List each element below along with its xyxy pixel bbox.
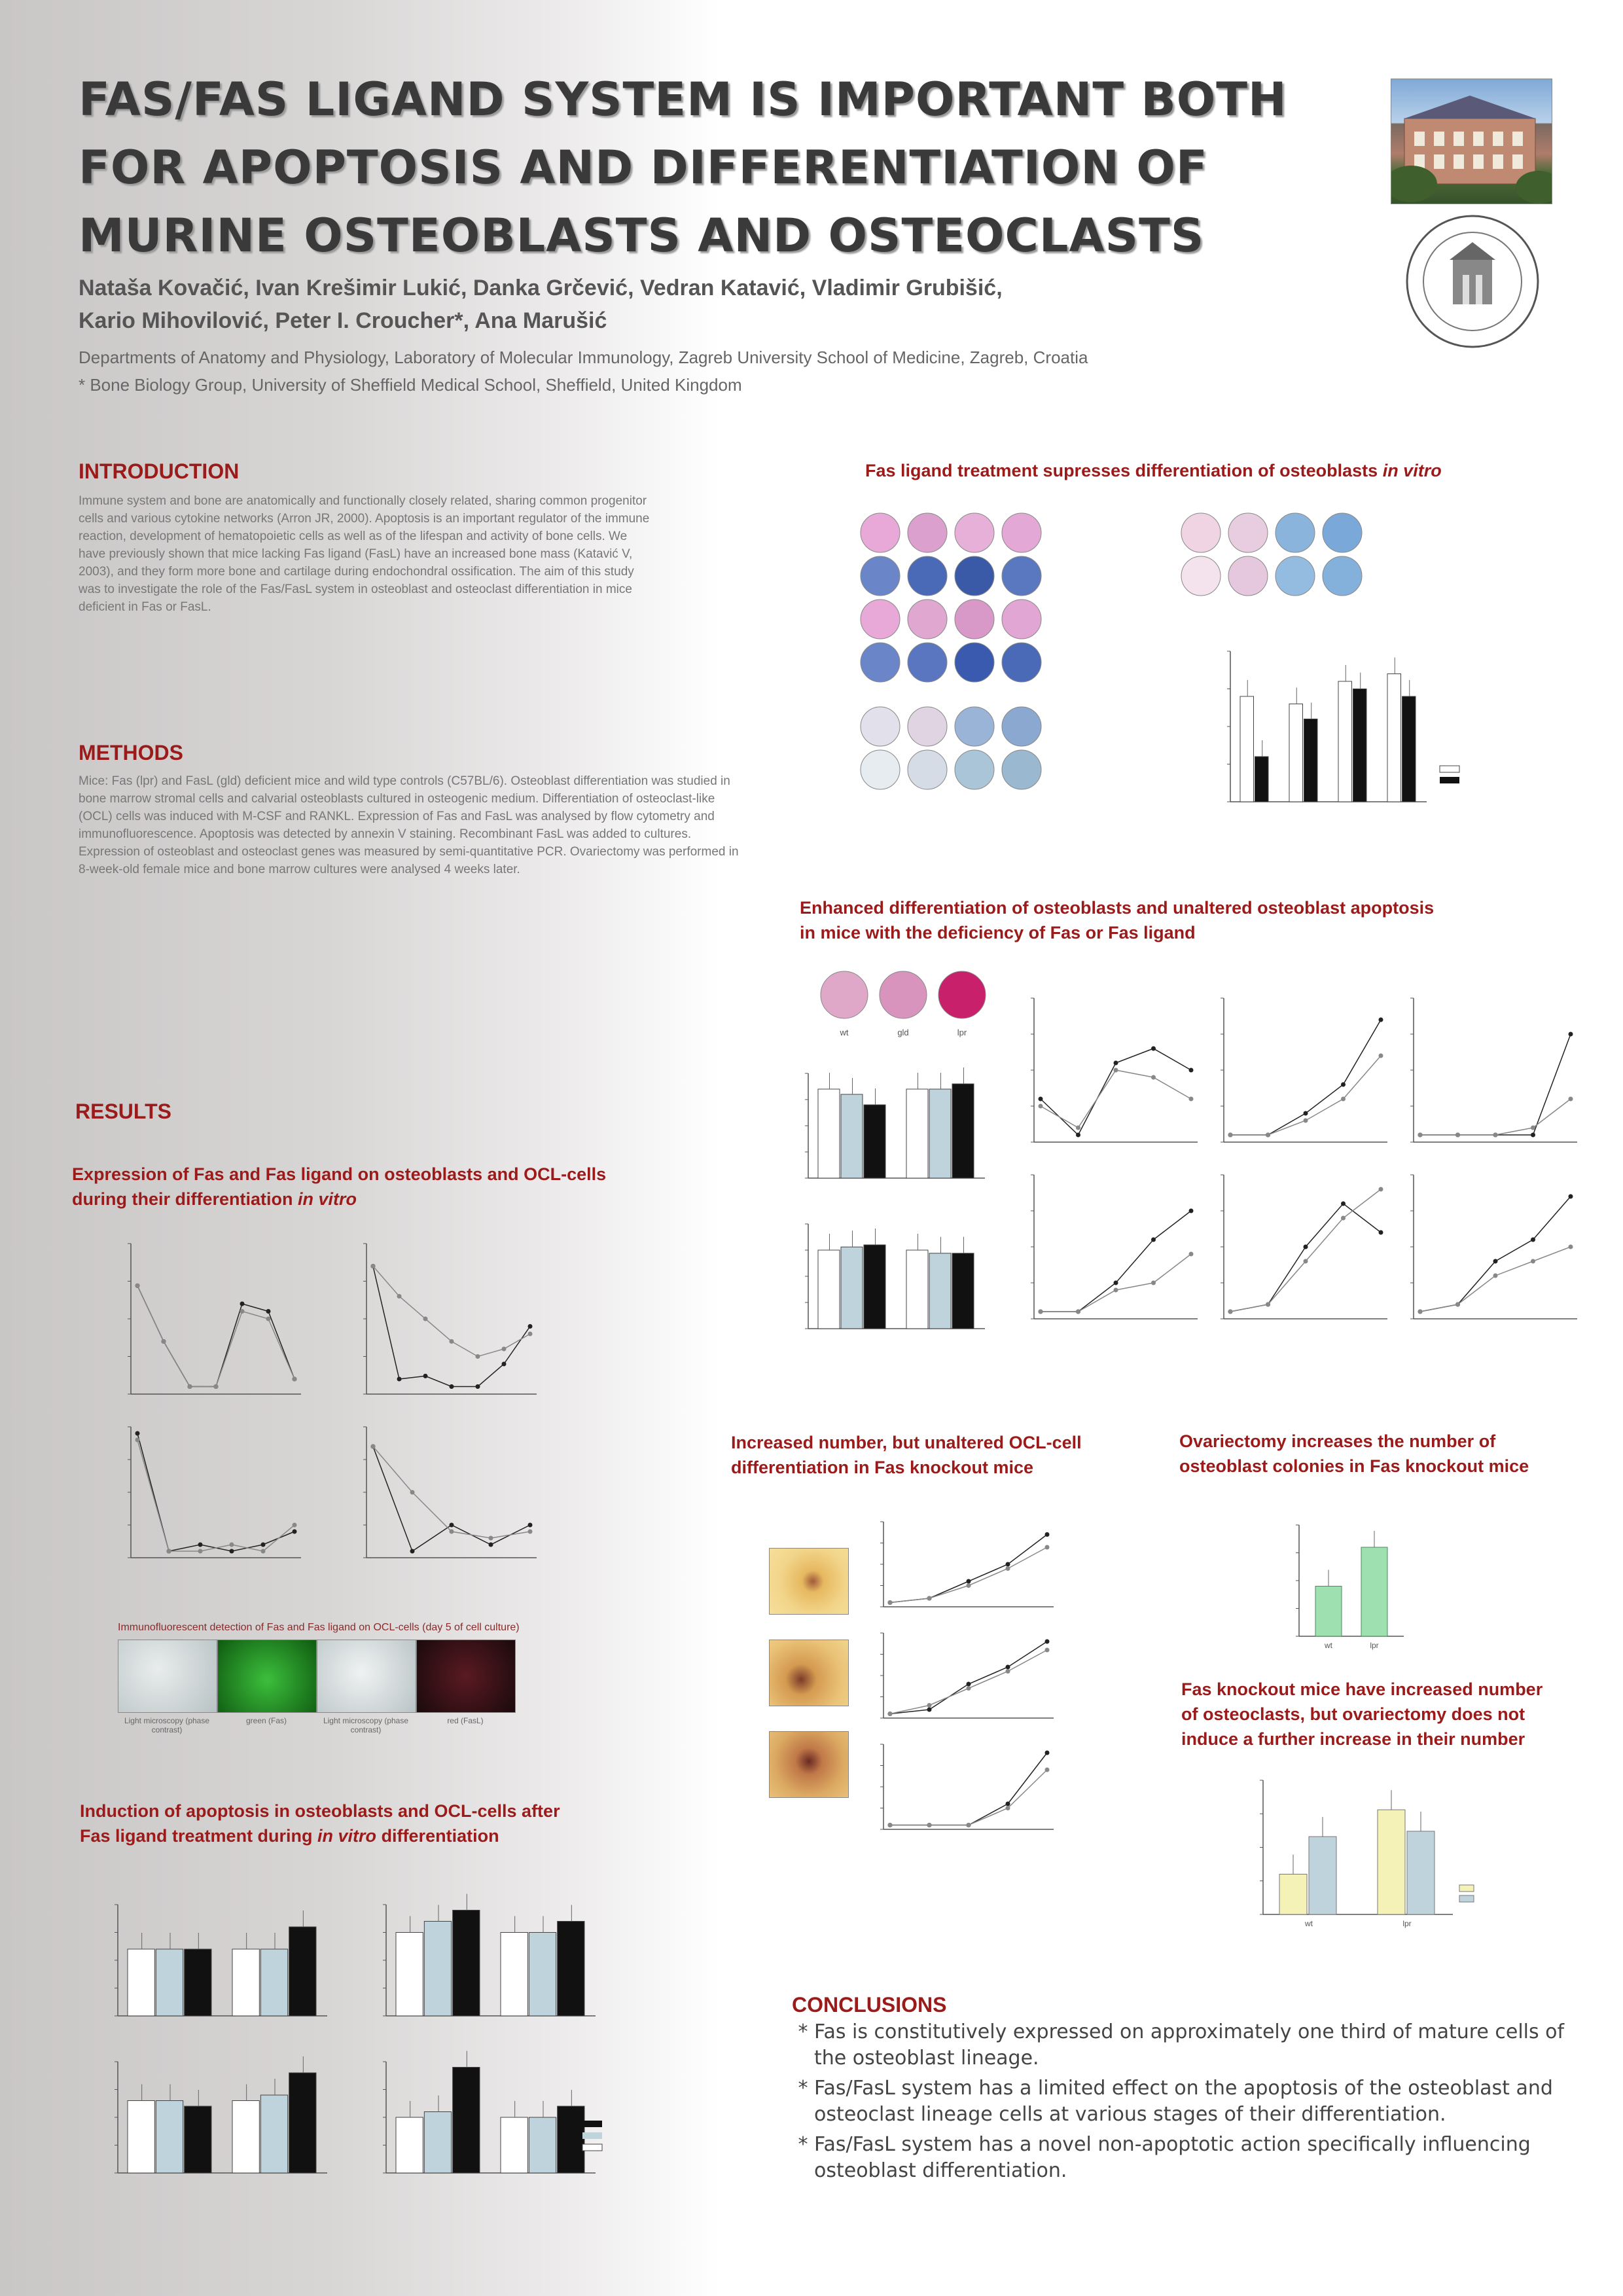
apop-chart-1-bar (128, 1949, 154, 2016)
expr-chart-1-series-2-point (162, 1339, 166, 1344)
expr-chart-2-series-1-point (450, 1384, 454, 1389)
dish (908, 750, 947, 789)
expr-chart-2-series-1-point (502, 1362, 507, 1367)
fasko-bar-chart (1224, 1767, 1499, 1944)
expr-chart-2-series-1-point (397, 1377, 402, 1382)
gene-chart-3-series-2-point (1531, 1126, 1535, 1130)
gene-chart-3-series-1-point (1569, 1032, 1573, 1037)
fasl-dish-panel-right (1178, 511, 1446, 615)
dish (861, 750, 900, 789)
apop-chart-3-bar (232, 2101, 259, 2174)
gene-chart-6-series-2-point (1455, 1302, 1460, 1307)
expr-chart-3-series-1-point (230, 1549, 234, 1554)
dish (861, 513, 900, 552)
enh-chart-1-bar (929, 1089, 951, 1178)
dish (955, 643, 994, 682)
authors-line-2: Kario Mihovilović, Peter I. Croucher*, Ana Marušić (79, 308, 607, 333)
apop-legend-swatch (582, 2121, 602, 2127)
dish (1228, 513, 1268, 552)
ocl-photo-2 (769, 1640, 849, 1706)
expr-chart-3-series-1-point (293, 1530, 297, 1534)
enh-chart-2-bar (929, 1253, 951, 1329)
enhanced-dishes-svg (818, 969, 995, 1047)
fasko-bar (1279, 1874, 1307, 1915)
apop-chart-1-bar (260, 1949, 287, 2016)
gene-chart-5-series-1-point (1341, 1202, 1346, 1206)
dish (908, 556, 947, 596)
ovx-bar-chart-svg (1266, 1512, 1423, 1662)
gene-chart-6-series-1-point (1569, 1194, 1573, 1199)
apop-chart-4-bar (558, 2106, 584, 2173)
dish (908, 643, 947, 682)
introduction-heading: INTRODUCTION (79, 459, 240, 483)
dish (908, 707, 947, 746)
conclusion-item: * Fas is constitutively expressed on approximately one third of mature cells of the osteoblast lineage. (814, 2019, 1599, 2072)
gene-chart-5-series-1-point (1304, 1245, 1308, 1249)
introduction-text: Immune system and bone are anatomically and functionally closely related, sharing common progenitor cells and various cytokine networks (Arron JR, 2000). Apoptosis is an important regulator of the immune reaction, development of hematopoietic cells as well as of the lifespan and activity of bone cells. We have previously shown that mice lacking Fas ligand (FasL) have an increased bone mass (Katavić V, 2003), and they form more bone and cartilage during endochondral ossification. The aim of this study was to investigate the role of the Fas/FasL system in osteoblast and osteoclast differentiation in mice deficient in Fas or FasL. (79, 494, 650, 614)
gene-chart-1-series-2-point (1076, 1126, 1080, 1130)
fasko-legend-swatch (1459, 1895, 1474, 1902)
ocl-chart-3-series-2-point (927, 1823, 932, 1827)
dish (1323, 513, 1362, 552)
gene-chart-3-series-2-point (1493, 1133, 1498, 1138)
ovx-bar (1315, 1587, 1342, 1637)
immuno-photo-phase-2 (317, 1640, 416, 1713)
ocl-chart-2-series-1-point (967, 1682, 971, 1687)
ocl-photos (769, 1548, 854, 1810)
ocl-chart-1-series-2-point (1045, 1545, 1050, 1550)
authors-line-1: Nataša Kovačić, Ivan Krešimir Lukić, Danka Grčević, Vedran Katavić, Vladimir Grubišić, (79, 276, 1003, 300)
dish (861, 707, 900, 746)
gene-chart-2-series-2-point (1228, 1133, 1233, 1138)
gene-chart-3-series-1 (1420, 1034, 1571, 1135)
gene-chart-5-series-2-point (1341, 1216, 1346, 1221)
dish (955, 513, 994, 552)
ovx-bar-chart (1266, 1512, 1423, 1662)
expr-chart-2-series-2-point (502, 1347, 507, 1352)
expr-chart-2-series-1-point (528, 1324, 533, 1329)
dish (955, 600, 994, 639)
dish (1002, 556, 1041, 596)
expr-chart-4-series-2-point (489, 1536, 493, 1541)
fasl-chart-bar (1338, 681, 1352, 802)
apop-chart-3-bar (185, 2106, 211, 2173)
immuno-label-1: Light microscopy (phase contrast) (124, 1716, 210, 1734)
dish (1002, 707, 1041, 746)
conclusions-list (792, 2019, 1599, 2188)
apop-chart-2-bar (501, 1933, 527, 2017)
gene-chart-6-series-2-point (1569, 1245, 1573, 1249)
dish (1002, 513, 1041, 552)
immuno-photo-green (217, 1640, 317, 1713)
gene-chart-5-series-2-point (1304, 1259, 1308, 1264)
apop-chart-4-bar (396, 2117, 423, 2173)
fasko-bar (1378, 1810, 1405, 1914)
apop-chart-4-bar (424, 2112, 451, 2174)
apop-chart-3-bar (260, 2095, 287, 2173)
apop-chart-2-bar (424, 1922, 451, 2017)
ocl-chart-2-series-2-point (927, 1703, 932, 1708)
dish (1228, 556, 1268, 596)
dish (1323, 556, 1362, 596)
results-heading: RESULTS (75, 1100, 171, 1123)
apop-chart-1-bar (185, 1949, 211, 2016)
ocl-chart-3-series-2 (890, 1770, 1047, 1825)
expr-chart-2-series-1-point (476, 1384, 480, 1389)
gene-chart-2-series-2-point (1304, 1119, 1308, 1123)
immuno-caption: Immunofluorescent detection of Fas and Fas ligand on OCL-cells (day 5 of cell culture) (118, 1622, 520, 1633)
gene-chart-4-series-2-point (1114, 1288, 1118, 1293)
gene-chart-5-series-2 (1230, 1189, 1381, 1312)
apoptosis-bar-charts (79, 1892, 681, 2206)
apop-chart-2-bar (558, 1922, 584, 2017)
ocl-chart-2-series-1 (890, 1641, 1047, 1714)
gene-chart-5-series-2-point (1379, 1187, 1383, 1192)
enhanced-gene-charts (1027, 988, 1597, 1355)
expr-chart-1-series-2-point (135, 1283, 140, 1288)
conclusions-heading: CONCLUSIONS (792, 1993, 947, 2017)
gene-chart-1-series-1-point (1039, 1097, 1043, 1102)
apop-chart-1-bar (156, 1949, 183, 2016)
enh-chart-1-bar (818, 1089, 840, 1178)
apop-chart-1-bar (232, 1949, 259, 2016)
expr-chart-4-series-1-point (489, 1543, 493, 1547)
gene-chart-2-series-2-point (1379, 1054, 1383, 1058)
apop-chart-4-bar (529, 2117, 556, 2173)
authors (79, 272, 1355, 337)
ocl-chart-2-series-1-point (927, 1708, 932, 1712)
dish (1002, 643, 1041, 682)
ocl-chart-3-series-1-point (1006, 1802, 1010, 1806)
dish (1275, 513, 1315, 552)
expression-line-charts (79, 1237, 543, 1597)
immuno-label-2: green (Fas) (245, 1716, 287, 1725)
ocl-chart-1-series-1-point (967, 1579, 971, 1584)
expr-chart-2-series-2-point (423, 1317, 428, 1321)
gene-chart-4-series-1-point (1151, 1238, 1156, 1242)
expr-chart-4-series-2-point (371, 1444, 376, 1449)
dish (861, 643, 900, 682)
dish (1181, 556, 1221, 596)
expr-chart-1-series-2-point (214, 1384, 219, 1389)
dish (1181, 513, 1221, 552)
dish (955, 556, 994, 596)
building-photo (1391, 79, 1552, 204)
dish (861, 600, 900, 639)
ocl-chart-2-series-2-point (888, 1712, 893, 1716)
enhanced-dishes (818, 969, 995, 1047)
apop-chart-4-bar (501, 2117, 527, 2173)
fasl-dish-panel-left (854, 511, 1175, 798)
gene-chart-2-series-1-point (1341, 1083, 1346, 1087)
methods-heading: METHODS (79, 741, 183, 764)
gene-chart-2-series-2-point (1266, 1133, 1270, 1138)
enhanced-bars-svg (769, 1060, 1005, 1361)
enh-chart-2-bar (841, 1247, 863, 1329)
university-seal-icon (1404, 213, 1541, 350)
dish (908, 513, 947, 552)
gene-chart-3-series-1-point (1531, 1133, 1535, 1138)
ocl-chart-3-series-2-point (967, 1823, 971, 1827)
enhanced-gene-charts-svg (1027, 988, 1597, 1355)
expr-chart-1-series-1-point (240, 1302, 245, 1306)
affiliations (79, 344, 1486, 399)
expr-chart-1-series-2-point (240, 1309, 245, 1314)
expr-chart-2-series-1-point (423, 1374, 428, 1378)
fasl-dishes-right-svg (1178, 511, 1446, 615)
dish (955, 750, 994, 789)
fasl-chart-bar (1240, 696, 1254, 802)
gene-chart-5-series-1 (1230, 1204, 1381, 1312)
ocl-chart-2-series-1-point (1045, 1640, 1050, 1644)
gene-chart-1-series-1-point (1114, 1061, 1118, 1066)
gene-chart-6-series-1-point (1531, 1238, 1535, 1242)
ovx-category-label: wt (1325, 1641, 1332, 1650)
conclusion-item: * Fas/FasL system has a limited effect on the apoptosis of the osteoblast and osteoclast lineage cells at various stages of their differentiation. (814, 2075, 1599, 2128)
ovx-category-label: lpr (1370, 1641, 1379, 1650)
enhanced-bars (769, 1060, 1005, 1361)
fasko-legend-swatch (1459, 1885, 1474, 1892)
ocl-chart-2-series-2-point (1045, 1648, 1050, 1653)
enhanced-dish-label-gld: gld (897, 1028, 909, 1037)
gene-chart-4-series-1-point (1189, 1209, 1194, 1213)
fasko-title: Fas knockout mice have increased number of osteoclasts, but ovariectomy does not induce a further increase in their number (1181, 1679, 1543, 1749)
ocl-chart-2-series-1-point (1006, 1665, 1010, 1670)
ocl-chart-3-series-2-point (1045, 1768, 1050, 1772)
gene-chart-1-series-2-point (1189, 1097, 1194, 1102)
gene-chart-3-series-2-point (1569, 1097, 1573, 1102)
gene-chart-1-series-2 (1041, 1070, 1191, 1128)
enh-chart-1-bar (864, 1105, 885, 1178)
ovx-title: Ovariectomy increases the number of osteoblast colonies in Fas knockout mice (1179, 1431, 1529, 1476)
expr-chart-4-series-2-point (528, 1530, 533, 1534)
ocl-line-charts-svg (857, 1512, 1073, 1846)
enh-chart-2-bar (818, 1250, 840, 1329)
ocl-photo-1 (769, 1548, 849, 1615)
expr-chart-4-series-2-point (410, 1490, 415, 1495)
enh-chart-1-bar (906, 1089, 928, 1178)
gene-chart-1-series-2-point (1039, 1104, 1043, 1109)
gene-chart-3-series-2 (1420, 1099, 1571, 1135)
fasl-chart-bar (1402, 696, 1416, 802)
apop-chart-2-bar (453, 1910, 480, 2017)
fasl-chart-bar (1289, 704, 1303, 802)
ocl-chart-2-series-2-point (967, 1686, 971, 1691)
affiliation-1: Departments of Anatomy and Physiology, Laboratory of Molecular Immunology, Zagreb University School of Medicine, Zagreb, Croatia (79, 348, 1088, 367)
expr-chart-4-series-1-point (528, 1523, 533, 1528)
dish (908, 600, 947, 639)
fasko-category-label: lpr (1402, 1919, 1412, 1928)
dish (955, 707, 994, 746)
gene-chart-1-series-1-point (1189, 1068, 1194, 1073)
expr-chart-3-series-2 (137, 1440, 294, 1551)
gene-chart-4-series-2-point (1189, 1252, 1194, 1257)
methods-text: Mice: Fas (lpr) and FasL (gld) deficient mice and wild type controls (C57BL/6). Osteoblast differentiation was studied in bone marrow stromal cells and calvarial osteoblasts cultured in osteogenic medium. Differentiation of osteoclast-like (OCL) cells was induced with M-CSF and RANKL. Expression of Fas and FasL was analysed by flow cytometry and immunofluorescence. Apoptosis was detected by annexin V staining. Recombinant FasL was added to cultures. Expression of osteoblast and osteoclast genes was measured by semi-quantitative PCR. Ovariectomy was performed in 8-week-old female mice and bone marrow cultures were analysed 4 weeks later. (79, 774, 739, 876)
ocl-chart-1-series-2-point (1006, 1566, 1010, 1571)
fasl-chart-bar (1255, 757, 1269, 802)
gene-chart-6-series-2 (1420, 1247, 1571, 1312)
expr-chart-2-series-2-point (476, 1354, 480, 1359)
expr-chart-2-series-1 (373, 1266, 530, 1387)
enhanced-dish-label-lpr: lpr (957, 1028, 967, 1037)
gene-chart-5-series-2-point (1228, 1310, 1233, 1314)
fasko-bar-chart-svg (1224, 1767, 1499, 1944)
fasl-title: Fas ligand treatment supresses differentiation of osteoblasts in vitro (865, 461, 1442, 480)
fasko-category-label: wt (1305, 1919, 1313, 1928)
gene-chart-4-series-2-point (1151, 1281, 1156, 1285)
expr-chart-4-series-1-point (410, 1549, 415, 1554)
expression-line-charts-svg (79, 1237, 543, 1597)
expr-chart-3-series-2-point (198, 1549, 203, 1554)
apop-legend-swatch (582, 2132, 602, 2139)
ovx-bar (1361, 1547, 1387, 1636)
ocl-chart-1-series-2 (890, 1547, 1047, 1603)
ocl-chart-3-series-2-point (1006, 1806, 1010, 1810)
apop-chart-4-bar (453, 2068, 480, 2174)
immuno-strip (118, 1640, 514, 1712)
expr-chart-3-series-1-point (198, 1543, 203, 1547)
dish (1002, 750, 1041, 789)
expr-chart-3-series-2-point (230, 1543, 234, 1547)
ocl-chart-3-series-1 (890, 1753, 1047, 1825)
ocl-photo-3 (769, 1731, 849, 1798)
expr-chart-3-series-1 (137, 1433, 294, 1551)
apoptosis-title: Induction of apoptosis in osteoblasts and OCL-cells after Fas ligand treatment during in vitro differentiation (80, 1801, 560, 1846)
expr-chart-4-series-2-point (450, 1530, 454, 1534)
enh-chart-1-bar (952, 1084, 974, 1178)
gene-chart-4-series-2-point (1076, 1310, 1080, 1314)
gene-chart-4-series-1-point (1114, 1281, 1118, 1285)
expr-chart-1-series-2-point (293, 1377, 297, 1382)
gene-chart-2-series-1 (1230, 1020, 1381, 1135)
fasl-bar-chart-svg (1191, 638, 1518, 848)
gene-chart-5-series-2-point (1266, 1302, 1270, 1307)
gene-chart-1-series-2-point (1151, 1075, 1156, 1080)
gene-chart-6-series-1 (1420, 1196, 1571, 1312)
poster-title: FAS/FAS LIGAND SYSTEM IS IMPORTANT BOTH FOR APOPTOSIS AND DIFFERENTIATION OF MURINE OSTEOBLASTS AND OSTEOCLASTS (79, 73, 1287, 262)
gene-chart-1-series-1-point (1151, 1047, 1156, 1051)
apop-chart-3-bar (156, 2101, 183, 2174)
fasko-bar (1309, 1837, 1336, 1914)
building-icon (1391, 79, 1552, 204)
dish (1275, 556, 1315, 596)
dish (861, 556, 900, 596)
gene-chart-2-series-2 (1230, 1056, 1381, 1135)
apoptosis-bar-charts-svg (79, 1892, 681, 2206)
fasl-chart-bar (1353, 689, 1367, 802)
ocl-chart-3-series-2-point (888, 1823, 893, 1827)
fasl-dishes-left-svg (854, 511, 1175, 798)
ocl-chart-1-series-2-point (888, 1600, 893, 1605)
fasko-bar (1407, 1831, 1435, 1914)
apop-chart-2-bar (529, 1933, 556, 2017)
dish (1002, 600, 1041, 639)
affiliation-2: * Bone Biology Group, University of Sheffield Medical School, Sheffield, United Kingdom (79, 375, 742, 395)
gene-chart-2-series-1-point (1304, 1111, 1308, 1116)
apop-chart-2-bar (396, 1933, 423, 2017)
expr-chart-3-series-2-point (261, 1549, 266, 1554)
apop-chart-3-bar (128, 2101, 154, 2174)
expr-chart-3-series-2-point (135, 1438, 140, 1443)
expr-chart-3-series-2-point (167, 1549, 171, 1554)
fasl-bar-chart (1191, 638, 1518, 848)
ocl-chart-1-series-1-point (1006, 1562, 1010, 1567)
immuno-labels (118, 1716, 514, 1742)
enh-chart-2-bar (906, 1250, 928, 1329)
apop-chart-3-bar (289, 2073, 316, 2173)
gene-chart-5-series-1-point (1379, 1230, 1383, 1235)
ocl-chart-1-series-2-point (927, 1596, 932, 1601)
fasl-legend-swatch (1440, 777, 1459, 783)
enhanced-dish-label-wt: wt (840, 1028, 849, 1037)
fasl-chart-bar (1387, 674, 1401, 802)
gene-chart-2-series-2-point (1341, 1097, 1346, 1102)
gene-chart-6-series-2-point (1493, 1274, 1498, 1278)
fasl-legend-swatch (1440, 766, 1459, 772)
fasl-chart-bar (1304, 719, 1318, 802)
gene-chart-4-series-2-point (1039, 1310, 1043, 1314)
enh-chart-2-bar (864, 1245, 885, 1329)
expr-chart-3-series-2-point (293, 1523, 297, 1528)
gene-chart-1-series-1-point (1076, 1133, 1080, 1138)
ocl-chart-3-series-1-point (1045, 1751, 1050, 1755)
enhanced-title: Enhanced differentiation of osteoblasts and unaltered osteoblast apoptosis in mice with the deficiency of Fas or Fas ligand (800, 898, 1435, 942)
immuno-label-3: Light microscopy (phase contrast) (323, 1716, 409, 1734)
enh-chart-1-bar (841, 1094, 863, 1178)
gene-chart-3-series-2-point (1418, 1133, 1423, 1138)
apop-chart-1-bar (289, 1927, 316, 2016)
expr-chart-2-series-2-point (371, 1264, 376, 1268)
expr-chart-1-series-2 (137, 1285, 294, 1386)
apop-legend-swatch (582, 2144, 602, 2151)
expr-chart-1-series-2-point (188, 1384, 192, 1389)
expr-chart-2-series-2-point (397, 1294, 402, 1299)
ocl-line-charts (857, 1512, 1073, 1846)
expr-chart-1-series-2-point (266, 1317, 271, 1321)
immuno-photo-phase-1 (118, 1640, 217, 1713)
expression-title: Expression of Fas and Fas ligand on osteoblasts and OCL-cells during their differentiation in vitro (72, 1164, 607, 1209)
expr-chart-1-series-1-point (266, 1309, 271, 1314)
expr-chart-2-series-2-point (450, 1339, 454, 1344)
conclusion-item: * Fas/FasL system has a novel non-apoptotic action specifically influencing osteoblast differentiation. (814, 2132, 1599, 2184)
gene-chart-3-series-2-point (1455, 1133, 1460, 1138)
ocl-chart-2-series-2-point (1006, 1669, 1010, 1674)
gene-chart-6-series-2-point (1531, 1259, 1535, 1264)
ocl-chart-1-series-1-point (1045, 1532, 1050, 1537)
ocl-chart-1-series-1 (890, 1535, 1047, 1603)
expr-chart-3-series-1-point (261, 1543, 266, 1547)
ocl-chart-1-series-2-point (967, 1583, 971, 1588)
gene-chart-6-series-2-point (1418, 1310, 1423, 1314)
immuno-photo-red (416, 1640, 516, 1713)
expr-chart-4-series-1-point (450, 1523, 454, 1528)
expr-chart-3-series-1-point (135, 1431, 140, 1436)
gene-chart-6-series-1-point (1493, 1259, 1498, 1264)
expr-chart-2-series-2-point (528, 1332, 533, 1336)
increased-title: Increased number, but unaltered OCL-cell differentiation in Fas knockout mice (731, 1433, 1082, 1477)
enh-chart-2-bar (952, 1253, 974, 1329)
gene-chart-1-series-2-point (1114, 1068, 1118, 1073)
gene-chart-2-series-1-point (1379, 1018, 1383, 1022)
immuno-label-4: red (FasL) (447, 1716, 484, 1725)
gene-chart-4-series-1 (1041, 1211, 1191, 1312)
